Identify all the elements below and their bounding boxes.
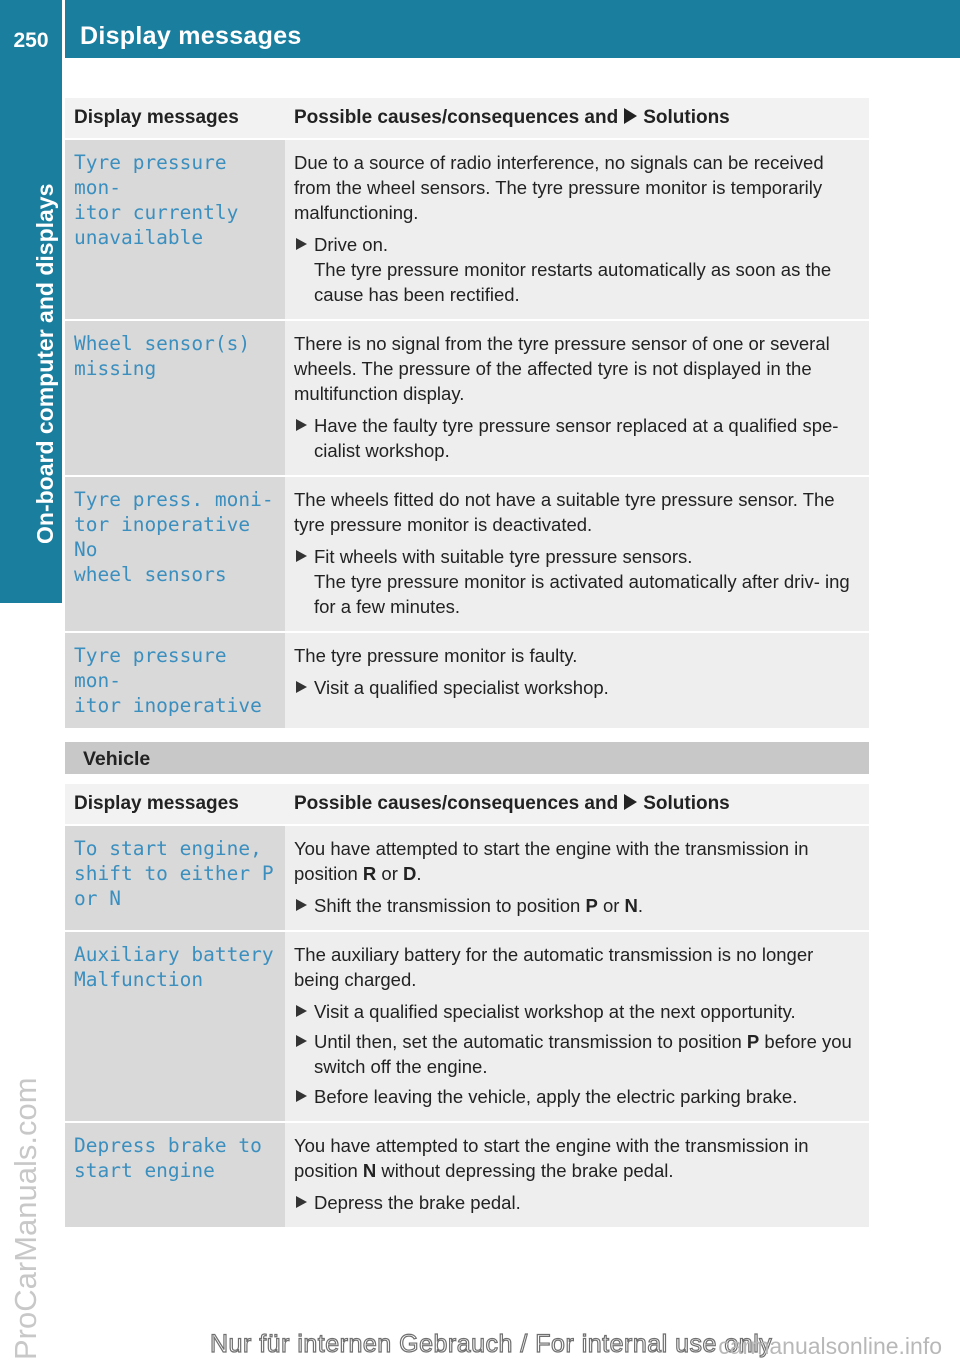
table-header-row xyxy=(65,98,869,139)
solution-step xyxy=(294,1029,860,1079)
messages-table-tyre-pressure xyxy=(65,98,869,730)
keyword: P xyxy=(746,1031,760,1052)
table-row xyxy=(65,931,869,1122)
page-title: Display messages xyxy=(80,22,302,50)
column-header-causes-solutions xyxy=(285,98,869,139)
cause-description: There is no signal from the tyre pressure sensor of one or several wheels. The pressure of the affected tyre is not displayed in the multifunction display. xyxy=(294,333,830,404)
play-icon xyxy=(624,108,637,124)
play-icon xyxy=(624,794,637,810)
cause-and-solution xyxy=(285,825,869,931)
column-header-display-messages: Display messages xyxy=(65,98,285,139)
step-arrow-icon xyxy=(296,899,307,911)
cause-and-solution xyxy=(285,139,869,320)
solution-step xyxy=(294,999,860,1024)
solution-step xyxy=(294,675,860,700)
solution-step xyxy=(294,893,860,918)
text-segment: You have attempted to start the engine with the transmission in position xyxy=(294,838,809,884)
display-message-code xyxy=(65,320,285,476)
page-header-bar xyxy=(0,0,960,58)
message-code-line: Wheel sensor(s) xyxy=(74,332,251,355)
message-code-line: Depress brake to xyxy=(74,1134,262,1157)
text-segment: . xyxy=(637,895,644,916)
header-divider xyxy=(62,0,65,58)
step-arrow-icon xyxy=(296,681,307,693)
step-result-note: The tyre pressure monitor restarts automatically as soon as the cause has been rectified. xyxy=(314,259,832,305)
message-code-line: Tyre pressure mon‐ xyxy=(74,151,227,199)
text-segment: or xyxy=(597,895,625,916)
column-header-solutions-label: Solutions xyxy=(643,107,730,128)
column-header-causes-label: Possible causes/consequences and xyxy=(294,107,619,128)
message-code-line: To start engine, xyxy=(74,837,262,860)
message-code-line: unavailable xyxy=(74,226,204,249)
keyword: P xyxy=(585,895,598,916)
cause-and-solution xyxy=(285,1122,869,1228)
message-code-line: itor currently xyxy=(74,201,239,224)
table-row xyxy=(65,476,869,632)
cause-description xyxy=(294,836,860,886)
step-arrow-icon xyxy=(296,550,307,562)
display-message-code xyxy=(65,476,285,632)
cause-description xyxy=(294,1133,860,1183)
display-message-code xyxy=(65,632,285,729)
step-action: Have the faulty tyre pressure sensor replaced at a qualified spe‐ cialist workshop. xyxy=(314,415,839,461)
step-action: Visit a qualified specialist workshop. xyxy=(314,677,609,698)
message-code-line: Tyre pressure mon‐ xyxy=(74,644,227,692)
cause-and-solution xyxy=(285,476,869,632)
section-heading-vehicle: Vehicle xyxy=(65,742,869,774)
table-row xyxy=(65,1122,869,1228)
sidebar-section-label: On-board computer and displays xyxy=(32,183,58,544)
display-message-code xyxy=(65,1122,285,1228)
step-arrow-icon xyxy=(296,238,307,250)
message-code-line: Tyre press. moni‐ xyxy=(74,488,274,511)
step-result-note: The tyre pressure monitor is activated automatically after driv‐ ing for a few minutes. xyxy=(314,571,850,617)
keyword: R xyxy=(362,863,377,884)
message-code-line: Malfunction xyxy=(74,968,204,991)
message-code-line: shift to either P xyxy=(74,862,274,885)
table-row xyxy=(65,825,869,931)
step-arrow-icon xyxy=(296,1035,307,1047)
step-action: Depress the brake pedal. xyxy=(314,1192,521,1213)
page-number: 250 xyxy=(13,29,49,52)
message-code-line: itor inoperative xyxy=(74,694,262,717)
solution-step xyxy=(294,1084,860,1109)
display-message-code xyxy=(65,139,285,320)
text-segment: Until then, set the automatic transmission to position xyxy=(314,1031,747,1052)
step-action: Visit a qualified specialist workshop at the next opportunity. xyxy=(314,1001,796,1022)
step-action: Fit wheels with suitable tyre pressure sensors. xyxy=(314,546,693,567)
column-header-solutions-label: Solutions xyxy=(643,793,730,814)
table-row xyxy=(65,320,869,476)
text-segment: You have attempted to start the engine with the transmission in position xyxy=(294,1135,809,1181)
message-code-line: or N xyxy=(74,887,121,910)
cause-description: The wheels fitted do not have a suitable tyre pressure sensor. The tyre pressure monitor is deactivated. xyxy=(294,489,835,535)
table-header-row xyxy=(65,784,869,825)
step-arrow-icon xyxy=(296,1005,307,1017)
keyword: N xyxy=(624,895,638,916)
text-segment: or xyxy=(376,863,404,884)
sidebar-watermark: ProCarManuals.com xyxy=(8,1077,43,1360)
text-segment: Shift the transmission to position xyxy=(314,895,586,916)
text-segment: before you switch off the engine. xyxy=(314,1031,852,1077)
step-arrow-icon xyxy=(296,419,307,431)
message-code-line: tor inoperative No xyxy=(74,513,251,561)
cause-description: The tyre pressure monitor is faulty. xyxy=(294,645,578,666)
step-arrow-icon xyxy=(296,1196,307,1208)
step-action: Before leaving the vehicle, apply the electric parking brake. xyxy=(314,1086,798,1107)
step-action xyxy=(314,895,643,916)
cause-and-solution xyxy=(285,632,869,729)
table-row xyxy=(65,632,869,729)
cause-description: The auxiliary battery for the automatic transmission is no longer being charged. xyxy=(294,944,814,990)
cause-and-solution xyxy=(285,320,869,476)
display-message-code xyxy=(65,931,285,1122)
message-code-line: wheel sensors xyxy=(74,563,227,586)
cause-and-solution xyxy=(285,931,869,1122)
internal-use-notice: Nur für internen Gebrauch / For internal use only xyxy=(210,1330,773,1358)
step-arrow-icon xyxy=(296,1090,307,1102)
table-row xyxy=(65,139,869,320)
message-code-line: Auxiliary battery xyxy=(74,943,274,966)
column-header-display-messages: Display messages xyxy=(65,784,285,825)
keyword: D xyxy=(403,863,417,884)
display-message-code xyxy=(65,825,285,931)
keyword: N xyxy=(362,1160,377,1181)
solution-step xyxy=(294,232,860,307)
sidebar xyxy=(0,58,62,1362)
text-segment: . xyxy=(416,863,422,884)
solution-step xyxy=(294,544,860,619)
message-code-line: start engine xyxy=(74,1159,215,1182)
column-header-causes-label: Possible causes/consequences and xyxy=(294,793,619,814)
footer-watermark: carmanualsonline.info xyxy=(718,1333,942,1359)
cause-description: Due to a source of radio interference, no signals can be received from the wheel sensors. The tyre pressure monitor is temporarily malfunctioning. xyxy=(294,152,824,223)
column-header-causes-solutions xyxy=(285,784,869,825)
message-code-line: missing xyxy=(74,357,157,380)
messages-table-vehicle xyxy=(65,784,869,1229)
solution-step xyxy=(294,413,860,463)
solution-step xyxy=(294,1190,860,1215)
step-action: Drive on. xyxy=(314,234,389,255)
step-action xyxy=(314,1031,852,1077)
text-segment: without depressing the brake pedal. xyxy=(376,1160,674,1181)
